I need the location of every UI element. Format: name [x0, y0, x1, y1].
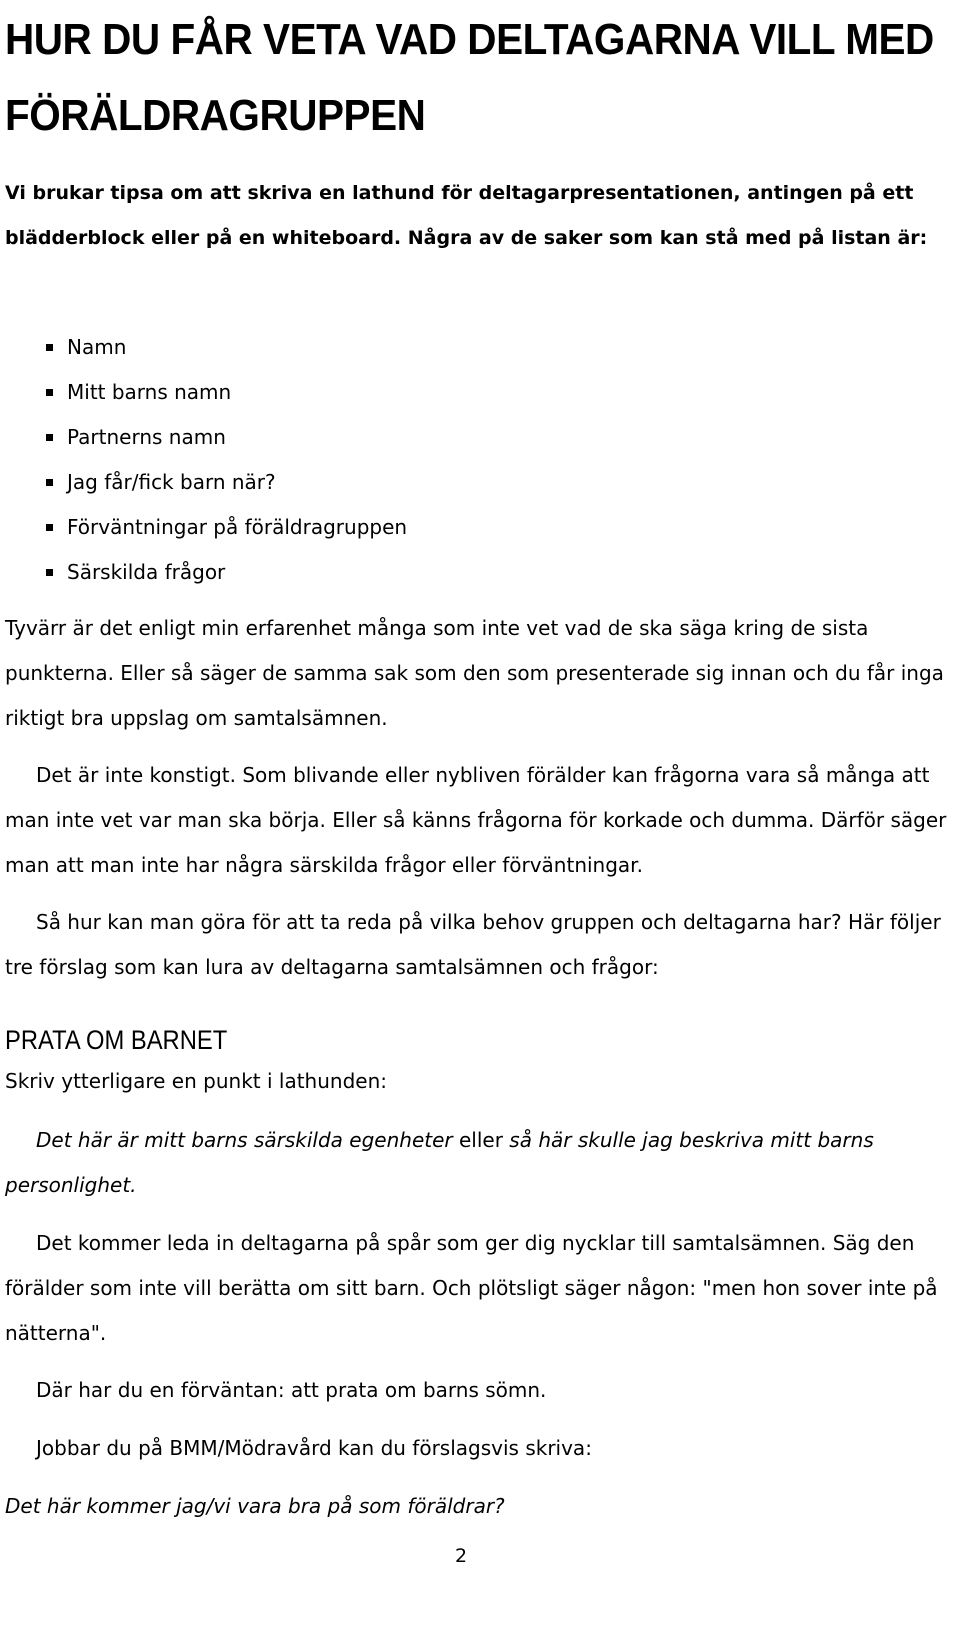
- list-item: [5, 336, 407, 381]
- conjunction-text: eller: [452, 1128, 510, 1152]
- intro-line-1: Vi brukar tipsa om att skriva en lathund för deltagarpresentationen, antingen på ett: [5, 182, 914, 204]
- paragraph-line: Det här kommer jag/vi vara bra på som föräldrar?: [5, 1494, 505, 1518]
- paragraph-line: förälder som inte vill berätta om sitt barn. Och plötsligt säger någon: "men hon sover inte på: [5, 1276, 938, 1300]
- square-bullet-icon: [46, 344, 53, 351]
- list-item: [5, 516, 407, 561]
- paragraph-add-point: [5, 1059, 955, 1104]
- italic-example-2: så här skulle jag beskriva mitt barns: [509, 1128, 874, 1152]
- list-item: [5, 471, 407, 516]
- list-item: [5, 426, 407, 471]
- square-bullet-icon: [46, 389, 53, 396]
- page-number: 2: [455, 1545, 468, 1567]
- paragraph-how: [5, 900, 955, 990]
- paragraph-question: [5, 1484, 955, 1529]
- list-item-label: Mitt barns namn: [67, 380, 232, 404]
- paragraph-line: man att man inte har några särskilda frågor eller förväntningar.: [5, 853, 643, 877]
- paragraph-line: Så hur kan man göra för att ta reda på vilka behov gruppen och deltagarna har? Här följer: [36, 910, 941, 934]
- page-title: [5, 0, 943, 154]
- list-item: [5, 561, 407, 606]
- title-line-2: FÖRÄLDRAGRUPPEN: [5, 91, 426, 140]
- square-bullet-icon: [46, 479, 53, 486]
- paragraph-line: [5, 1118, 955, 1163]
- paragraph-experience: [5, 606, 955, 741]
- paragraph-line: nätterna".: [5, 1321, 107, 1345]
- paragraph-line: Där har du en förväntan: att prata om barns sömn.: [36, 1378, 547, 1402]
- list-item-label: Namn: [67, 335, 127, 359]
- italic-example-1: Det här är mitt barns särskilda egenheter: [36, 1128, 453, 1152]
- paragraph-line: riktigt bra uppslag om samtalsämnen.: [5, 706, 388, 730]
- paragraph-not-strange: [5, 753, 955, 888]
- paragraph-line: Tyvärr är det enligt min erfarenhet många som inte vet vad de ska säga kring de sista: [5, 616, 869, 640]
- title-line-1: HUR DU FÅR VETA VAD DELTAGARNA VILL MED: [5, 15, 934, 64]
- square-bullet-icon: [46, 569, 53, 576]
- square-bullet-icon: [46, 434, 53, 441]
- paragraph-line: Det är inte konstigt. Som blivande eller nybliven förälder kan frågorna vara så många att: [36, 763, 930, 787]
- paragraph-line: punkterna. Eller så säger de samma sak som den som presenterade sig innan och du får inga: [5, 661, 944, 685]
- paragraph-line: personlighet.: [5, 1173, 137, 1197]
- paragraph-bmm: [5, 1426, 955, 1471]
- paragraph-line: Jobbar du på BMM/Mödravård kan du förslagsvis skriva:: [36, 1436, 592, 1460]
- list-item-label: Särskilda frågor: [67, 560, 226, 584]
- section-heading: PRATA OM BARNET: [5, 1025, 228, 1055]
- paragraph-line: Det kommer leda in deltagarna på spår som ger dig nycklar till samtalsämnen. Säg den: [36, 1231, 915, 1255]
- checklist: [5, 336, 407, 606]
- paragraph-line: man inte vet var man ska börja. Eller så känns frågorna för korkade och dumma. Därför säger: [5, 808, 947, 832]
- paragraph-expectation: [5, 1368, 955, 1413]
- list-item-label: Jag får/fick barn när?: [67, 470, 276, 494]
- intro-paragraph: [5, 171, 955, 261]
- document-page: [5, 0, 955, 1518]
- paragraph-line: Skriv ytterligare en punkt i lathunden:: [5, 1069, 387, 1093]
- paragraph-leads-in: [5, 1221, 955, 1356]
- square-bullet-icon: [46, 524, 53, 531]
- paragraph-line: tre förslag som kan lura av deltagarna samtalsämnen och frågor:: [5, 955, 659, 979]
- intro-line-2: blädderblock eller på en whiteboard. Några av de saker som kan stå med på listan är:: [5, 227, 928, 249]
- paragraph-example: [5, 1118, 955, 1208]
- list-item-label: Partnerns namn: [67, 425, 226, 449]
- list-item-label: Förväntningar på föräldragruppen: [67, 515, 408, 539]
- list-item: [5, 381, 407, 426]
